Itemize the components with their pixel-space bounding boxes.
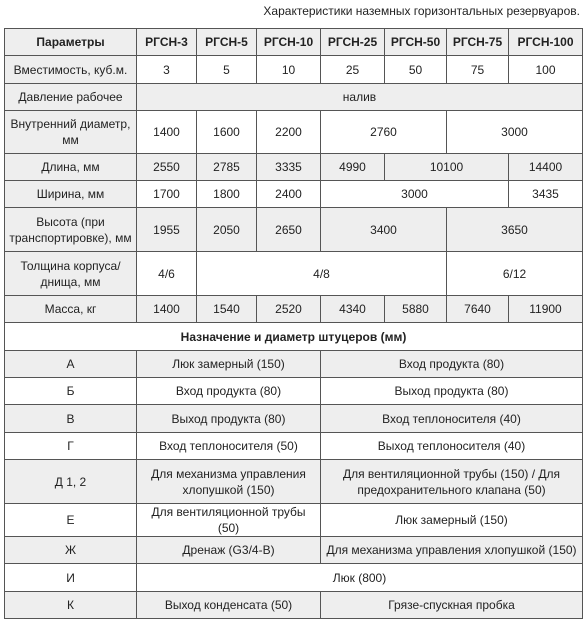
- spec-value: 7640: [447, 296, 509, 323]
- spec-value: 2550: [137, 154, 197, 181]
- header-cell-rgsn-10: РГСН-10: [257, 29, 321, 56]
- spec-row-inner-diameter: [5, 111, 583, 154]
- nozzle-row-a: [5, 351, 583, 378]
- table-caption: Характеристики наземных горизонтальных резервуаров.: [263, 4, 580, 18]
- nozzle-code: Ж: [5, 537, 137, 564]
- nozzles-title-row: [5, 323, 583, 351]
- spec-value: 2760: [321, 111, 447, 154]
- nozzle-code: К: [5, 592, 137, 619]
- spec-value: 3000: [321, 181, 509, 208]
- spec-value: 3335: [257, 154, 321, 181]
- nozzle-right-value: Для вентиляционной трубы (150) / Для предохранительного клапана (50): [321, 460, 583, 504]
- spec-value: 1700: [137, 181, 197, 208]
- spec-label: Давление рабочее: [5, 84, 137, 111]
- spec-value: 1400: [137, 296, 197, 323]
- spec-value: 6/12: [447, 252, 583, 296]
- nozzle-full-value: Люк (800): [137, 564, 583, 592]
- spec-value: 10100: [385, 154, 509, 181]
- header-row: [5, 29, 583, 56]
- spec-value: 4990: [321, 154, 385, 181]
- spec-label: Высота (при транспортировке), мм: [5, 208, 137, 252]
- spec-value: 14400: [509, 154, 583, 181]
- spec-value: 5: [197, 56, 257, 84]
- nozzles-section-title: Назначение и диаметр штуцеров (мм): [5, 323, 583, 351]
- nozzle-right-value: Люк замерный (150): [321, 504, 583, 537]
- spec-row-volume: [5, 56, 583, 84]
- spec-value: 50: [385, 56, 447, 84]
- nozzle-code: И: [5, 564, 137, 592]
- nozzle-right-value: Вход теплоносителя (40): [321, 405, 583, 433]
- spec-label: Длина, мм: [5, 154, 137, 181]
- nozzle-code: В: [5, 405, 137, 433]
- header-cell-rgsn-3: РГСН-3: [137, 29, 197, 56]
- spec-label: Толщина корпуса/днища, мм: [5, 252, 137, 296]
- spec-value: 25: [321, 56, 385, 84]
- spec-label: Вместимость, куб.м.: [5, 56, 137, 84]
- nozzle-code: Е: [5, 504, 137, 537]
- spec-value: 2520: [257, 296, 321, 323]
- reservoir-spec-table: [4, 28, 583, 619]
- spec-value: 4/8: [197, 252, 447, 296]
- nozzle-left-value: Дренаж (G3/4-B): [137, 537, 321, 564]
- spec-value: 1800: [197, 181, 257, 208]
- header-cell-rgsn-100: РГСН-100: [509, 29, 583, 56]
- spec-value: 1955: [137, 208, 197, 252]
- spec-value: 4/6: [137, 252, 197, 296]
- spec-value: 3: [137, 56, 197, 84]
- nozzle-left-value: Выход конденсата (50): [137, 592, 321, 619]
- nozzle-code: Г: [5, 433, 137, 460]
- nozzle-left-value: Для механизма управления хлопушкой (150): [137, 460, 321, 504]
- header-cell-rgsn-5: РГСН-5: [197, 29, 257, 56]
- spec-row-mass: [5, 296, 583, 323]
- spec-value: 3650: [447, 208, 583, 252]
- nozzle-row-zh: [5, 537, 583, 564]
- spec-label: Внутренний диаметр, мм: [5, 111, 137, 154]
- spec-value: 100: [509, 56, 583, 84]
- spec-row-pressure: [5, 84, 583, 111]
- nozzle-row-g: [5, 433, 583, 460]
- spec-label: Масса, кг: [5, 296, 137, 323]
- nozzle-right-value: Выход теплоносителя (40): [321, 433, 583, 460]
- header-cell-rgsn-75: РГСН-75: [447, 29, 509, 56]
- spec-value: 75: [447, 56, 509, 84]
- spec-value: 4340: [321, 296, 385, 323]
- nozzle-row-k: [5, 592, 583, 619]
- header-cell-rgsn-25: РГСН-25: [321, 29, 385, 56]
- nozzle-row-d: [5, 460, 583, 504]
- spec-row-length: [5, 154, 583, 181]
- nozzle-row-i: [5, 564, 583, 592]
- spec-value: 1540: [197, 296, 257, 323]
- spec-label: Ширина, мм: [5, 181, 137, 208]
- nozzle-left-value: Люк замерный (150): [137, 351, 321, 378]
- nozzle-right-value: Для механизма управления хлопушкой (150): [321, 537, 583, 564]
- nozzle-row-e: [5, 504, 583, 537]
- nozzle-row-b: [5, 378, 583, 405]
- spec-value: 1600: [197, 111, 257, 154]
- spec-row-thickness: [5, 252, 583, 296]
- spec-value: 2050: [197, 208, 257, 252]
- nozzle-left-value: Вход продукта (80): [137, 378, 321, 405]
- nozzle-left-value: Выход продукта (80): [137, 405, 321, 433]
- nozzle-code: Б: [5, 378, 137, 405]
- spec-value: 2650: [257, 208, 321, 252]
- nozzle-code: А: [5, 351, 137, 378]
- nozzle-code: Д 1, 2: [5, 460, 137, 504]
- spec-row-width: [5, 181, 583, 208]
- nozzle-row-v: [5, 405, 583, 433]
- header-cell-rgsn-50: РГСН-50: [385, 29, 447, 56]
- spec-row-height: [5, 208, 583, 252]
- spec-value: 3400: [321, 208, 447, 252]
- spec-value: 2400: [257, 181, 321, 208]
- spec-value: налив: [137, 84, 583, 111]
- spec-value: 3435: [509, 181, 583, 208]
- header-cell-params: Параметры: [5, 29, 137, 56]
- spec-value: 11900: [509, 296, 583, 323]
- nozzle-right-value: Вход продукта (80): [321, 351, 583, 378]
- spec-value: 3000: [447, 111, 583, 154]
- nozzle-left-value: Для вентиляционной трубы (50): [137, 504, 321, 537]
- spec-value: 2200: [257, 111, 321, 154]
- spec-value: 1400: [137, 111, 197, 154]
- nozzle-left-value: Вход теплоносителя (50): [137, 433, 321, 460]
- spec-value: 10: [257, 56, 321, 84]
- spec-value: 5880: [385, 296, 447, 323]
- spec-value: 2785: [197, 154, 257, 181]
- nozzle-right-value: Выход продукта (80): [321, 378, 583, 405]
- nozzle-right-value: Грязе-спускная пробка: [321, 592, 583, 619]
